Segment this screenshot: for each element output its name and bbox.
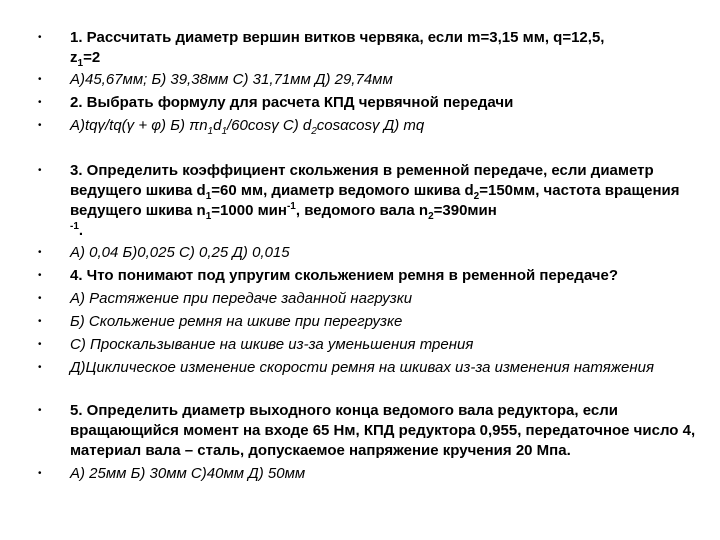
bullet: • <box>38 316 42 327</box>
subscript: 2 <box>428 211 434 222</box>
answer-2-part: А)tqγ/tq(γ + φ) Б) πn <box>70 117 208 134</box>
question-3-part: , ведомого вала n <box>295 202 429 219</box>
question-3-text <box>70 161 700 241</box>
bullet: • <box>38 270 42 281</box>
subscript: 1 <box>77 58 84 69</box>
subscript: 1 <box>221 126 228 137</box>
question-3-part: =390мин <box>433 202 497 219</box>
subscript: 2 <box>473 191 480 202</box>
subscript: 1 <box>205 191 212 202</box>
answer-4a-text: А) Растяжение при передаче заданной нагрузки <box>70 290 413 307</box>
answer-2-text <box>70 116 700 136</box>
answer-2-part: /60cosγ С) d <box>227 117 312 134</box>
question-3-part: . <box>78 222 84 239</box>
question-4-text: 4. Что понимают под упругим скольжением ремня в ременной передаче? <box>70 267 619 284</box>
question-1-text <box>70 28 700 68</box>
bullet: • <box>38 165 42 176</box>
question-2-text: 2. Выбрать формулу для расчета КПД червячной передачи <box>70 94 514 111</box>
question-3-part: =1000 мин <box>211 202 287 219</box>
answer-1-text: А)45,67мм; Б) 39,38мм С) 31,71мм Д) 29,74мм <box>70 71 393 88</box>
question-1-line1: 1. Рассчитать диаметр вершин витков червяка, если m=3,15 мм, q=12,5, <box>70 29 605 46</box>
question-1-z-value: =2 <box>83 49 101 66</box>
subscript: 1 <box>207 126 214 137</box>
question-1-z: z <box>70 49 78 66</box>
bullet: • <box>38 362 42 373</box>
bullet: • <box>38 120 42 131</box>
bullet: • <box>38 32 42 43</box>
answer-4c-text: С) Проскальзывание на шкиве из-за уменьшения трения <box>70 336 474 353</box>
answer-2-part: cosαcosγ Д) mq <box>316 117 425 134</box>
bullet: • <box>38 74 42 85</box>
answer-5-text: А) 25мм Б) 30мм С)40мм Д) 50мм <box>70 465 306 482</box>
subscript: 2 <box>311 126 317 137</box>
bullet: • <box>38 339 42 350</box>
answer-4d-text: Д)Циклическое изменение скорости ремня на шкивах из-за изменения натяжения <box>70 359 655 376</box>
subscript: 1 <box>205 211 212 222</box>
superscript: -1 <box>70 221 79 232</box>
question-3-part: =60 мм, диаметр ведомого шкива d <box>211 182 474 199</box>
bullet: • <box>38 468 42 479</box>
bullet: • <box>38 405 42 416</box>
answer-2-part: d <box>213 117 222 134</box>
bullet: • <box>38 293 42 304</box>
question-3-part: =150мм, частота вращения ведущего шкива n <box>70 182 680 219</box>
question-3-part: 3. Определить коэффициент скольжения в ременной передаче, если диаметр ведущего шкива d <box>70 162 654 199</box>
question-5-text: 5. Определить диаметр выходного конца ведомого вала редуктора, если вращающийся момент на входе 65 Нм, КПД редуктора 0,955, передаточное число 4, материал вала – сталь, допускаемое напряжение кручения 20 Мпа. <box>70 402 696 459</box>
answer-3-text: А) 0,04 Б)0,025 С) 0,25 Д) 0,015 <box>70 244 290 261</box>
bullet: • <box>38 97 42 108</box>
superscript: -1 <box>286 201 296 212</box>
bullet: • <box>38 247 42 258</box>
answer-4b-text: Б) Скольжение ремня на шкиве при перегрузке <box>70 313 403 330</box>
